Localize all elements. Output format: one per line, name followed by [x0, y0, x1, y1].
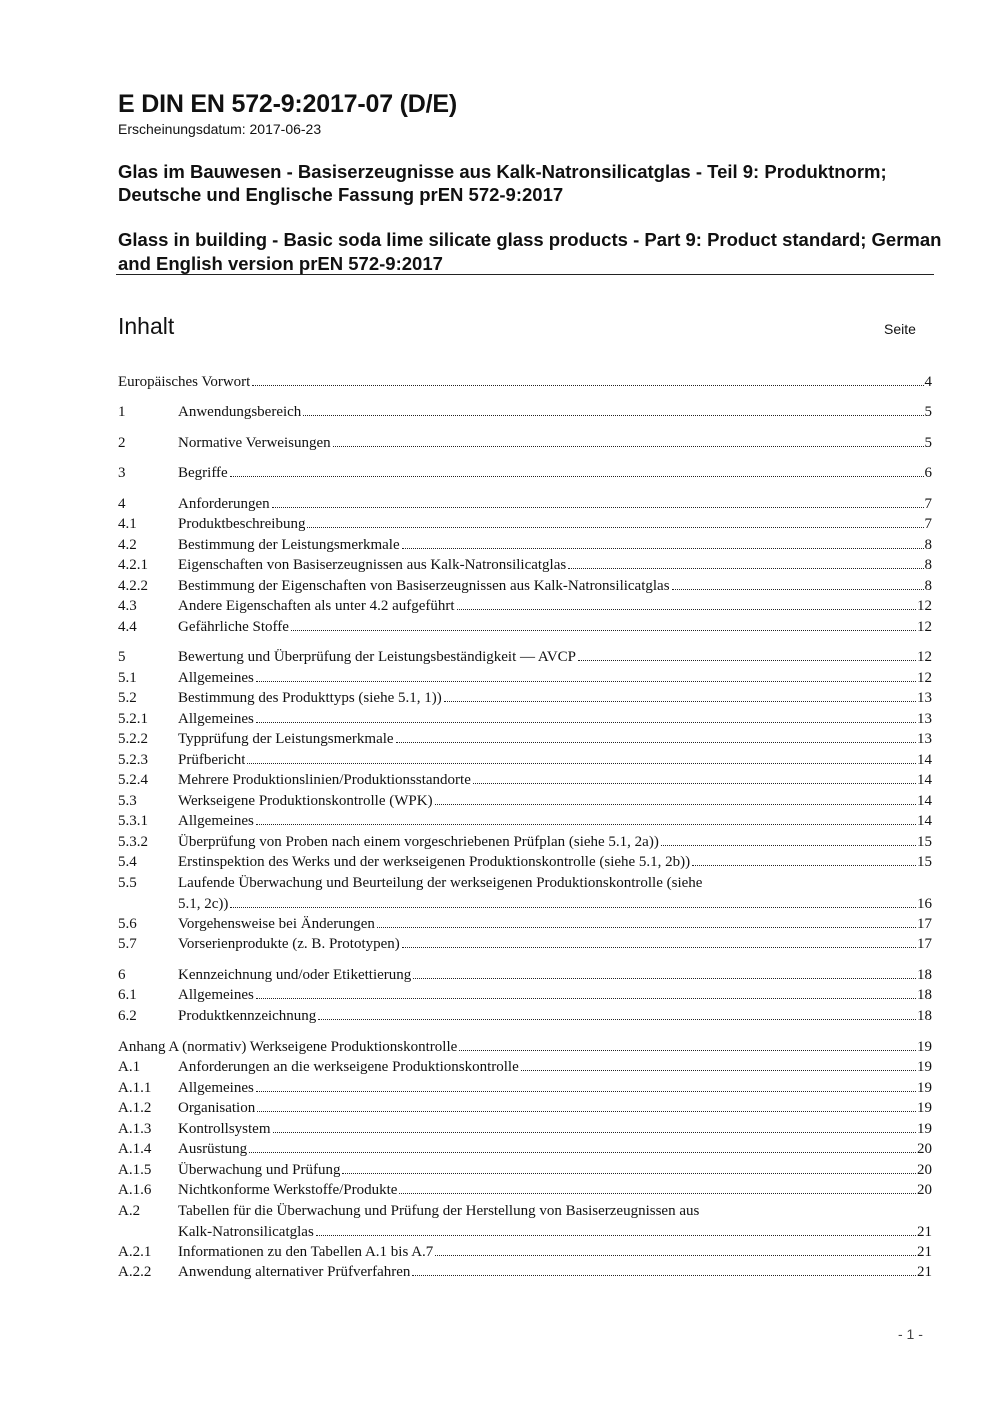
toc-entry[interactable]: [118, 1119, 932, 1140]
toc-entry-page: 18: [917, 1008, 932, 1024]
toc-entry-number: 4.2.1: [118, 557, 148, 573]
toc-leader-dots: [307, 527, 923, 528]
toc-entry-line2: [178, 894, 932, 915]
header-divider: [116, 274, 934, 275]
toc-leader-dots: [435, 1255, 916, 1256]
toc-entry-number: A.1.1: [118, 1080, 152, 1096]
toc-entry-title: Bestimmung der Eigenschaften von Basiserzeugnissen aus Kalk-Natronsilicatglas: [178, 578, 670, 594]
toc-entry-title: Tabellen für die Überwachung und Prüfung der Herstellung von Basiserzeugnissen aus: [178, 1203, 700, 1219]
toc-entry-page: 17: [917, 936, 932, 952]
toc-entry-title: Allgemeines: [178, 1080, 254, 1096]
toc-entry-title: Allgemeines: [178, 987, 254, 1003]
toc-leader-dots: [692, 865, 916, 866]
toc-leader-dots: [399, 1193, 916, 1194]
toc-entry-page: 5: [924, 404, 932, 420]
toc-entry-page: 19: [917, 1100, 932, 1116]
toc-leader-dots: [230, 907, 916, 908]
toc-entry-page: 20: [917, 1141, 932, 1157]
toc-entry-page: 14: [917, 772, 932, 788]
toc-entry-number: 5.3.2: [118, 834, 148, 850]
toc-entry-number: 1: [118, 404, 126, 420]
toc-leader-dots: [521, 1070, 916, 1071]
toc-entry-page: 13: [917, 690, 932, 706]
toc-entry-number: 5.4: [118, 854, 137, 870]
toc-entry-title: Anforderungen an die werkseigene Produktionskontrolle: [178, 1059, 519, 1075]
toc-entry[interactable]: [118, 555, 932, 576]
toc-entry-title: Produktkennzeichnung: [178, 1008, 317, 1024]
toc-entry[interactable]: [118, 576, 932, 597]
toc-entry[interactable]: [118, 494, 932, 515]
toc-entry-number: 4.2: [118, 537, 137, 553]
toc-entry-number: 6: [118, 967, 126, 983]
toc-entry-title: Informationen zu den Tabellen A.1 bis A.7: [178, 1244, 434, 1260]
toc-leader-dots: [256, 722, 916, 723]
toc-entry-number: 5.3.1: [118, 813, 148, 829]
toc-entry-page: 18: [917, 967, 932, 983]
toc-entry-page: 12: [917, 598, 932, 614]
toc-entry-number: 4.1: [118, 516, 137, 532]
toc-entry-title: Bestimmung des Produkttyps (siehe 5.1, 1)): [178, 690, 442, 706]
toc-leader-dots: [342, 1173, 916, 1174]
toc-entry-title: Anforderungen: [178, 496, 270, 512]
toc-entry[interactable]: [118, 873, 932, 914]
toc-entry-number: 5.2.2: [118, 731, 148, 747]
toc-leader-dots: [256, 824, 916, 825]
toc-entry[interactable]: [118, 688, 932, 709]
toc-entry[interactable]: [118, 647, 932, 668]
toc-entry-number: 5.2.4: [118, 772, 148, 788]
toc-entry-title: Bewertung und Überprüfung der Leistungsbeständigkeit — AVCP: [178, 649, 577, 665]
toc-entry-page: 20: [917, 1182, 932, 1198]
toc-entry-number: 5.3: [118, 793, 137, 809]
toc-leader-dots: [256, 1091, 916, 1092]
toc-entry-number: A.1: [118, 1059, 141, 1075]
toc-entry[interactable]: [118, 668, 932, 689]
toc-entry-title: Produktbeschreibung: [178, 516, 306, 532]
toc-entry[interactable]: [118, 914, 932, 935]
toc-leader-dots: [473, 783, 916, 784]
toc-entry-number: 5.1: [118, 670, 137, 686]
toc-entry-number: A.1.2: [118, 1100, 152, 1116]
toc-leader-dots: [435, 804, 916, 805]
toc-leader-dots: [256, 998, 916, 999]
toc-entry[interactable]: [118, 596, 932, 617]
toc-entry-title: Organisation: [178, 1100, 256, 1116]
toc-entry[interactable]: [118, 617, 932, 638]
toc-entry-title-continued: Kalk-Natronsilicatglas: [178, 1223, 314, 1240]
toc-entry-number: 5.6: [118, 916, 137, 932]
toc-entry[interactable]: [118, 709, 932, 730]
toc-entry-page: 19: [917, 1059, 932, 1075]
toc-entry-number: 5.5: [118, 875, 137, 891]
toc-entry-title: Kennzeichnung und/oder Etikettierung: [178, 967, 412, 983]
toc-entry-page: 12: [917, 649, 932, 665]
toc-leader-dots: [247, 763, 916, 764]
toc-entry[interactable]: [118, 1057, 932, 1078]
toc-entry-title: Prüfbericht: [178, 752, 246, 768]
toc-leader-dots: [444, 701, 916, 702]
toc-leader-dots: [457, 609, 916, 610]
toc-leader-dots: [257, 1111, 916, 1112]
toc-entry[interactable]: [118, 934, 932, 955]
toc-entry-title: Überwachung und Prüfung: [178, 1162, 341, 1178]
toc-entry[interactable]: [118, 463, 932, 484]
toc-entry-title: Anhang A (normativ) Werkseigene Produktionskontrolle: [118, 1039, 458, 1055]
toc-entry-page: 13: [917, 711, 932, 727]
toc-entry-number: 4: [118, 496, 126, 512]
toc-entry-page: 19: [917, 1080, 932, 1096]
toc-entry[interactable]: [118, 791, 932, 812]
toc-leader-dots: [318, 1019, 916, 1020]
toc-entry-number: A.2: [118, 1203, 141, 1219]
toc-entry-title: Allgemeines: [178, 711, 254, 727]
toc-entry-page: 6: [924, 465, 932, 481]
toc-entry-page: 14: [917, 813, 932, 829]
document-id: E DIN EN 572-9:2017-07 (D/E): [118, 90, 457, 118]
toc-entry[interactable]: [118, 1201, 932, 1242]
toc-leader-dots: [578, 660, 916, 661]
toc-entry-title: Laufende Überwachung und Beurteilung der werkseigenen Produktionskontrolle (siehe: [178, 875, 703, 891]
toc-leader-dots: [303, 415, 923, 416]
toc-entry-page: 7: [924, 516, 932, 532]
toc-entry-page: 7: [924, 496, 932, 512]
toc-entry-title: Allgemeines: [178, 670, 254, 686]
toc-entry-page: 13: [917, 731, 932, 747]
toc-entry-page: 5: [924, 435, 932, 451]
toc-entry-title: Überprüfung von Proben nach einem vorgeschriebenen Prüfplan (siehe 5.1, 2a)): [178, 834, 659, 850]
toc-leader-dots: [333, 446, 924, 447]
toc-entry-number: 5.2.3: [118, 752, 148, 768]
toc-entry-number: 4.2.2: [118, 578, 148, 594]
toc-entry-page: 21: [917, 1244, 932, 1260]
toc-entry[interactable]: [118, 372, 932, 393]
toc-leader-dots: [316, 1235, 916, 1236]
toc-entry-page: 15: [917, 854, 932, 870]
toc-heading: Inhalt: [118, 313, 175, 339]
toc-leader-dots: [661, 845, 916, 846]
toc-leader-dots: [568, 568, 923, 569]
toc-entry[interactable]: [118, 1180, 932, 1201]
toc-entry-number: 3: [118, 465, 126, 481]
toc-entry[interactable]: [118, 750, 932, 771]
toc-entry[interactable]: [118, 1139, 932, 1160]
toc-entry-page: 15: [917, 834, 932, 850]
toc-entry-page: 17: [917, 916, 932, 932]
toc-entry[interactable]: [118, 1006, 932, 1027]
toc-entry-title: Kontrollsystem: [178, 1121, 271, 1137]
toc-entry-title: Begriffe: [178, 465, 228, 481]
toc-entry-title: Normative Verweisungen: [178, 435, 331, 451]
toc-entry-page: 21: [917, 1264, 932, 1280]
toc-entry-number: 2: [118, 435, 126, 451]
toc-leader-dots: [273, 1132, 917, 1133]
toc-entry-title: Anwendung alternativer Prüfverfahren: [178, 1264, 411, 1280]
toc-entry-number: A.2.1: [118, 1244, 152, 1260]
toc-entry[interactable]: [118, 1037, 932, 1058]
toc-entry-page: 20: [917, 1162, 932, 1178]
toc-entry-title: Allgemeines: [178, 813, 254, 829]
toc-entry-line2: [178, 1222, 932, 1243]
toc-entry[interactable]: [118, 729, 932, 750]
toc-entry-page: 8: [924, 578, 932, 594]
toc-entry-title: Erstinspektion des Werks und der werkseigenen Produktionskontrolle (siehe 5.1, 2b)): [178, 854, 691, 870]
toc-entry-title-continued: 5.1, 2c)): [178, 895, 229, 912]
toc-entry[interactable]: [118, 1262, 932, 1283]
toc-leader-dots: [249, 1152, 916, 1153]
toc-entry-page: 12: [917, 619, 932, 635]
page-number: - 1 -: [898, 1326, 923, 1342]
toc-entry[interactable]: [118, 811, 932, 832]
toc-entry[interactable]: [118, 514, 932, 535]
toc-leader-dots: [230, 476, 924, 477]
toc-entry-number: 4.4: [118, 619, 137, 635]
toc-leader-dots: [272, 507, 924, 508]
toc-entry[interactable]: [118, 1160, 932, 1181]
toc-leader-dots: [402, 947, 916, 948]
toc-entry-number: A.1.4: [118, 1141, 152, 1157]
toc-entry[interactable]: [118, 433, 932, 454]
toc-entry-page: 12: [917, 670, 932, 686]
toc-entry-number: A.1.6: [118, 1182, 152, 1198]
toc-leader-dots: [459, 1050, 916, 1051]
toc-leader-dots: [377, 927, 916, 928]
toc-entry-number: 5.7: [118, 936, 137, 952]
toc-leader-dots: [256, 681, 916, 682]
title-german: Glas im Bauwesen - Basiserzeugnisse aus Kalk-Natronsilicatglas - Teil 9: Produktnorm; Deutsche und Englische Fassung prEN 572-9:2017: [118, 161, 887, 205]
toc-entry-page: 18: [917, 987, 932, 1003]
toc-entry-page: 4: [924, 374, 932, 390]
toc-entry-page: 16: [917, 895, 932, 912]
toc-entry-number: 6.2: [118, 1008, 137, 1024]
toc-entry-title: Werkseigene Produktionskontrolle (WPK): [178, 793, 433, 809]
toc-page-column-heading: Seite: [884, 321, 916, 337]
toc-leader-dots: [396, 742, 916, 743]
toc-entry-title: Ausrüstung: [178, 1141, 248, 1157]
publication-date: Erscheinungsdatum: 2017-06-23: [118, 121, 322, 137]
toc-entry[interactable]: [118, 965, 932, 986]
toc-entry-title: Typprüfung der Leistungsmerkmale: [178, 731, 394, 747]
toc-entry-title: Europäisches Vorwort: [118, 374, 251, 390]
toc-entry-title: Mehrere Produktionslinien/Produktionsstandorte: [178, 772, 471, 788]
toc-entry-number: 4.3: [118, 598, 137, 614]
toc-entry[interactable]: [118, 1242, 932, 1263]
toc-entry[interactable]: [118, 1078, 932, 1099]
toc-entry[interactable]: [118, 832, 932, 853]
toc-entry[interactable]: [118, 535, 932, 556]
toc-entry-number: A.1.5: [118, 1162, 152, 1178]
toc-entry-number: A.1.3: [118, 1121, 152, 1137]
toc-entry-title: Bestimmung der Leistungsmerkmale: [178, 537, 400, 553]
toc-entry-title: Anwendungsbereich: [178, 404, 302, 420]
toc-leader-dots: [291, 630, 916, 631]
toc-entry-page: 14: [917, 752, 932, 768]
toc-entry-page: 14: [917, 793, 932, 809]
toc-entry-number: 5.2: [118, 690, 137, 706]
toc-entry[interactable]: [118, 402, 932, 423]
toc-entry-number: 5: [118, 649, 126, 665]
toc-entry-title: Vorserienprodukte (z. B. Prototypen): [178, 936, 400, 952]
toc-leader-dots: [672, 589, 924, 590]
toc-entry[interactable]: [118, 852, 932, 873]
toc-entry[interactable]: [118, 770, 932, 791]
title-english: Glass in building - Basic soda lime silicate glass products - Part 9: Product standard; German and English version prEN 572-9:2017: [118, 229, 942, 274]
toc-entry-title: Nichtkonforme Werkstoffe/Produkte: [178, 1182, 398, 1198]
toc-entry-page: 19: [917, 1121, 932, 1137]
toc-leader-dots: [252, 385, 923, 386]
toc-leader-dots: [402, 548, 924, 549]
toc-entry[interactable]: [118, 985, 932, 1006]
toc-entry-number: 6.1: [118, 987, 137, 1003]
toc-entry-number: A.2.2: [118, 1264, 152, 1280]
toc-entry-page: 8: [924, 537, 932, 553]
toc-entry-page: 8: [924, 557, 932, 573]
toc-entry-title: Vorgehensweise bei Änderungen: [178, 916, 375, 932]
toc-entry-body: [178, 1201, 932, 1242]
toc-leader-dots: [413, 978, 916, 979]
toc-entry[interactable]: [118, 1098, 932, 1119]
toc-entry-title: Gefährliche Stoffe: [178, 619, 289, 635]
toc-entry-number: 5.2.1: [118, 711, 148, 727]
toc-leader-dots: [412, 1275, 916, 1276]
toc-entry-title: Eigenschaften von Basiserzeugnissen aus Kalk-Natronsilicatglas: [178, 557, 567, 573]
toc-entry-body: [178, 873, 932, 914]
toc-entry-page: 19: [917, 1039, 932, 1055]
toc-entry-page: 21: [917, 1223, 932, 1240]
toc-entry-title: Andere Eigenschaften als unter 4.2 aufgeführt: [178, 598, 455, 614]
